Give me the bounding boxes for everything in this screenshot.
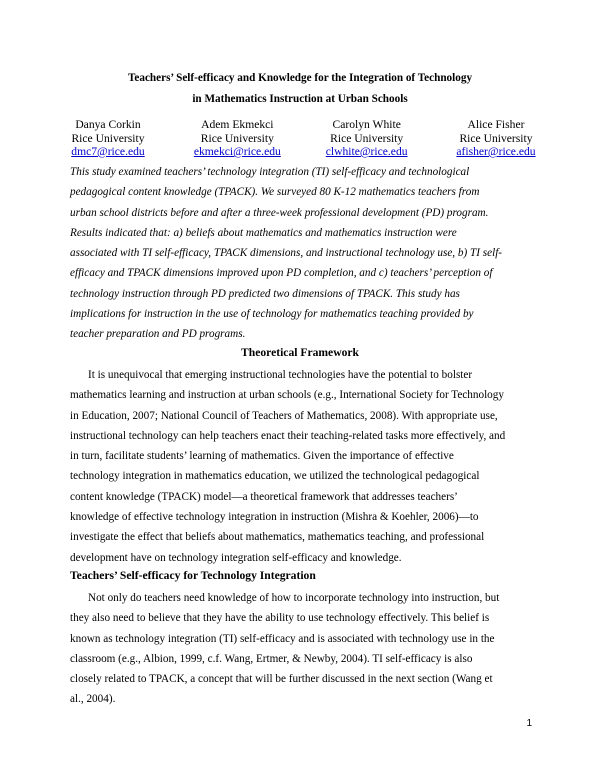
paragraph-line: It is unequivocal that emerging instructional technologies have the potential to bolster <box>88 369 473 381</box>
author-block <box>48 118 168 159</box>
abstract-line: teacher preparation and PD programs. <box>70 328 246 341</box>
paragraph-line: content knowledge (TPACK) model—a theoretical framework that addresses teachers’ <box>70 490 458 503</box>
abstract-line: urban school districts before and after a three-week professional development (PD) program. <box>70 206 489 219</box>
author-name: Danya Corkin <box>75 118 141 131</box>
abstract-line: efficacy and TPACK dimensions improved upon PD completion, and c) teachers’ perception of <box>70 267 493 280</box>
author-name: Carolyn White <box>332 118 401 131</box>
abstract-line: pedagogical content knowledge (TPACK). We surveyed 80 K-12 mathematics teachers from <box>70 186 480 199</box>
author-email-link[interactable]: clwhite@rice.edu <box>325 145 408 158</box>
abstract-line: implications for instruction in the use of technology for mathematics teaching provided by <box>70 308 474 321</box>
paper-title-line-2: in Mathematics Instruction at Urban Schools <box>192 93 408 105</box>
author-list <box>48 118 556 159</box>
paper-title-line-1: Teachers’ Self-efficacy and Knowledge for the Integration of Technology <box>127 72 473 84</box>
author-email-link[interactable]: dmc7@rice.edu <box>71 145 145 158</box>
paragraph-line: Not only do teachers need knowledge of how to incorporate technology into instruction, but <box>88 592 500 604</box>
author-affiliation: Rice University <box>459 131 533 145</box>
author-affiliation: Rice University <box>330 131 404 145</box>
paragraph-ti-self-efficacy <box>70 588 532 710</box>
author-affiliation: Rice University <box>71 131 145 145</box>
paragraph-line: classroom (e.g., Albion, 1999, c.f. Wang, Ertmer, & Newby, 2004). TI self-efficacy is also <box>70 652 473 665</box>
author-block <box>307 118 427 159</box>
paragraph-line: in turn, facilitate students’ learning of mathematics. Given the importance of effective <box>70 450 454 463</box>
paragraph-line: in Education, 2007; National Council of Teachers of Mathematics, 2008). With appropriate use, <box>70 409 498 422</box>
paragraph-line: known as technology integration (TI) self-efficacy and is associated with technology use in the <box>70 632 495 645</box>
paragraph-line: closely related to TPACK, a concept that will be further discussed in the next section (Wang et <box>70 673 493 686</box>
paragraph-line: knowledge of effective technology integration in instruction (Mishra & Koehler, 2006)—to <box>70 511 479 524</box>
abstract-line: Results indicated that: a) beliefs about mathematics and mathematics instruction were <box>70 226 457 239</box>
author-name: Adem Ekmekci <box>201 118 274 131</box>
paragraph-theoretical-framework <box>70 365 532 568</box>
author-email-link[interactable]: ekmekci@rice.edu <box>193 145 281 158</box>
author-name: Alice Fisher <box>467 118 525 131</box>
paragraph-line: al., 2004). <box>70 693 116 706</box>
author-block <box>177 118 297 159</box>
abstract <box>70 162 532 345</box>
paragraph-line: investigate the effect that beliefs about mathematics, mathematics teaching, and professional <box>70 531 485 544</box>
paragraph-line: technology integration in mathematics education, we utilized the technological pedagogical <box>70 470 480 483</box>
author-email-link[interactable]: afisher@rice.edu <box>456 145 536 158</box>
section-heading-theoretical-framework: Theoretical Framework <box>241 346 359 359</box>
author-affiliation: Rice University <box>200 131 274 145</box>
paragraph-line: they also need to believe that they have the ability to use technology effectively. This belief is <box>70 612 490 625</box>
paragraph-line: mathematics learning and instruction at urban schools (e.g., International Society for Technology <box>70 389 504 402</box>
paragraph-line: instructional technology can help teachers enact their teaching-related tasks more effectively, and <box>70 429 506 442</box>
section-heading-ti-self-efficacy: Teachers’ Self-efficacy for Technology Integration <box>70 569 316 582</box>
abstract-line: This study examined teachers’ technology integration (TI) self-efficacy and technological <box>70 166 470 178</box>
abstract-line: technology instruction through PD predicted two dimensions of TPACK. This study has <box>70 287 460 300</box>
abstract-line: associated with TI self-efficacy, TPACK dimensions, and instructional technology use, b) TI self- <box>70 247 503 260</box>
paragraph-line: development have on technology integration self-efficacy and knowledge. <box>70 551 402 564</box>
author-block <box>436 118 556 159</box>
page-number: 1 <box>526 718 532 729</box>
